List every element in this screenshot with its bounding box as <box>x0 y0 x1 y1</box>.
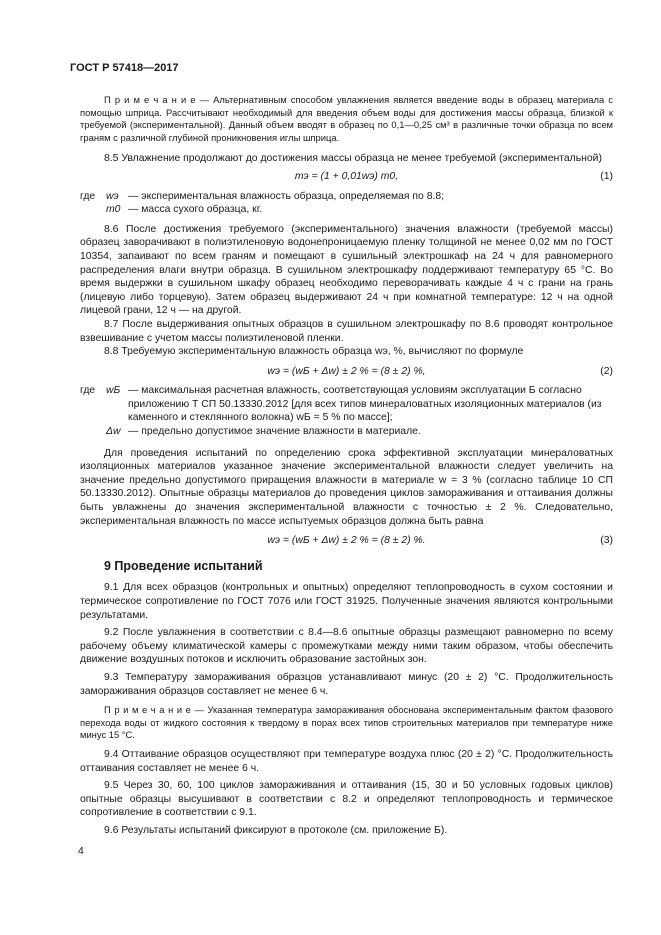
page-content <box>80 90 613 838</box>
paragraph-8-7: 8.7 После выдерживания опытных образцов в сушильном электрошкафу по 8.6 проводят контрольное взвешивание с учетом массы полиэтиленовой пленки. <box>80 318 613 344</box>
paragraph-9-3: 9.3 Температуру замораживания образцов устанавливают минус (20 ± 2) °С. Продолжительность замораживания образцов составляет не менее 6 ч. <box>80 671 613 697</box>
section-9-title: 9 Проведение испытаний <box>104 558 263 573</box>
note-1 <box>80 94 613 144</box>
where-1-symbol-1: wэ <box>106 190 119 202</box>
where-1-row-1 <box>80 190 613 204</box>
formula-3-number: (3) <box>600 535 613 547</box>
formula-2-text: wэ = (wБ + Δw) ± 2 % = (8 ± 2) %, <box>267 365 426 377</box>
where-1-symbol-2: m0 <box>106 204 121 216</box>
note-1-label: П р и м е ч а н и е <box>104 94 196 105</box>
paragraph-8-6: 8.6 После достижения требуемого (экспериментального) значения влажности (требуемой массы) образец заворачивают в полиэтиленовую водонепроницаемую пленку толщиной не менее 0,02 мм по ГОСТ 10354, запаивают по всем граням и помещают в сушильный электрошкаф на 24 ч для равномерного распределения влаги внутри образца. В сушильном электрошкафу поддерживают температуру 65 °С. Во время выдержки в сушильном шкафу образец необходимо переворачивать каждые 4 ч с грани на грань (лицевую либо торцевую). Затем образец выдерживают 24 ч при комнатной температуре: 12 ч на одной лицевой грани, 12 ч — на другой. <box>80 223 613 317</box>
formula-3 <box>80 534 613 548</box>
where-1-row-2 <box>80 203 613 217</box>
formula-1 <box>80 170 613 184</box>
page-number: 4 <box>78 846 84 857</box>
where-block-1 <box>80 190 613 217</box>
formula-2-number: (2) <box>600 365 613 377</box>
formula-3-text: wэ = (wБ + Δw) ± 2 % = (8 ± 2) %. <box>267 535 426 547</box>
where-2-desc-1: — максимальная расчетная влажность, соответствующая условиям эксплуатации Б согласно приложению Т СП 50.13330.2012 [для всех типов минераловатных изоляционных материалов (из каменного и стеклянного волокна) wБ = 5 % по массе]; <box>128 385 602 424</box>
where-2-desc-2: — предельно допустимое значение влажности в материале. <box>128 426 421 438</box>
where-1-desc-1: — экспериментальная влажность образца, определяемая по 8.8; <box>128 190 445 202</box>
paragraph-9-2: 9.2 После увлажнения в соответствии с 8.4—8.6 опытные образцы размещают равномерно по всему рабочему объему климатической камеры с промежутками между ними таким образом, чтобы обеспечить движение воздушных потоков и исключить образование застойных зон. <box>80 627 613 666</box>
formula-1-text: mэ = (1 + 0,01wэ) m0, <box>294 170 399 182</box>
paragraph-9-1: 9.1 Для всех образцов (контрольных и опытных) определяют теплопроводность в сухом состоянии и термическое сопротивление по ГОСТ 7076 или ГОСТ 31925. Полученные значения являются контрольными результатами. <box>80 582 613 621</box>
paragraph-9-6: 9.6 Результаты испытаний фиксируют в протоколе (см. приложение Б). <box>104 824 448 836</box>
paragraph-trials: Для проведения испытаний по определению срока эффективной эксплуатации минераловатных изоляционных материалов указанное значение экспериментальной влажности следует увеличить на значение предельно допустимого приращения влажности в материале w = 3 % (согласно таблице 10 СП 50.13330.2012). Опытные образцы материалов до проведения циклов замораживания и оттаивания должны быть увлажнены до значения экспериментальной влажности с точностью ± 2 %. Следовательно, экспериментальная влажность по массе испытуемых образцов должна быть равна <box>80 447 613 527</box>
where-2-symbol-1: wБ <box>106 385 121 397</box>
formula-2 <box>80 365 613 379</box>
note-2 <box>80 704 613 742</box>
where-2-symbol-2: Δw <box>106 426 121 438</box>
paragraph-9-4: 9.4 Оттаивание образцов осуществляют при температуре воздуха плюс (20 ± 2) °С. Продолжительность оттаивания составляет не менее 6 ч. <box>80 748 613 774</box>
formula-1-number: (1) <box>600 170 613 182</box>
paragraph-9-5: 9.5 Через 30, 60, 100 циклов замораживания и оттаивания (15, 30 и 50 условных годовых циклов) опытные образцы высушивают в соответствии с 8.2 и определяют теплопроводность и термическое сопротивление в соответствии с 9.1. <box>80 780 613 819</box>
where-1-lead: где <box>80 190 96 202</box>
where-2-row-2 <box>80 425 613 439</box>
paragraph-8-5: 8.5 Увлажнение продолжают до достижения массы образца не менее требуемой (экспериментальной) <box>104 153 602 165</box>
where-2-row-1 <box>80 384 613 425</box>
document-code: ГОСТ Р 57418—2017 <box>70 62 179 74</box>
note-2-label: П р и м е ч а н и е <box>104 704 191 716</box>
note-1-text: — Альтернативным способом увлажнения является введение воды в образец материала с помощью шприца. Рассчитывают необходимый для введения объем воды для достижения массы образца, близкой к требуемой (экспериментальной). Данный объем вводят в образец по 0,1—0,25 см³ в различные точки образца по всем граням с различной глубиной проникновения иглы шприца. <box>80 94 613 143</box>
where-block-2 <box>80 384 613 438</box>
where-1-desc-2: — масса сухого образца, кг. <box>128 204 263 216</box>
paragraph-8-8: 8.8 Требуемую экспериментальную влажность образца wэ, %, вычисляют по формуле <box>104 346 524 358</box>
where-2-lead: где <box>80 385 96 397</box>
note-2-text: — Указанная температура замораживания обоснована экспериментальным фактом фазового перехода воды от жидкого состояния к твердому в порах всех типов строительных материалов при температуре ниже минус 15 °С. <box>80 704 613 741</box>
